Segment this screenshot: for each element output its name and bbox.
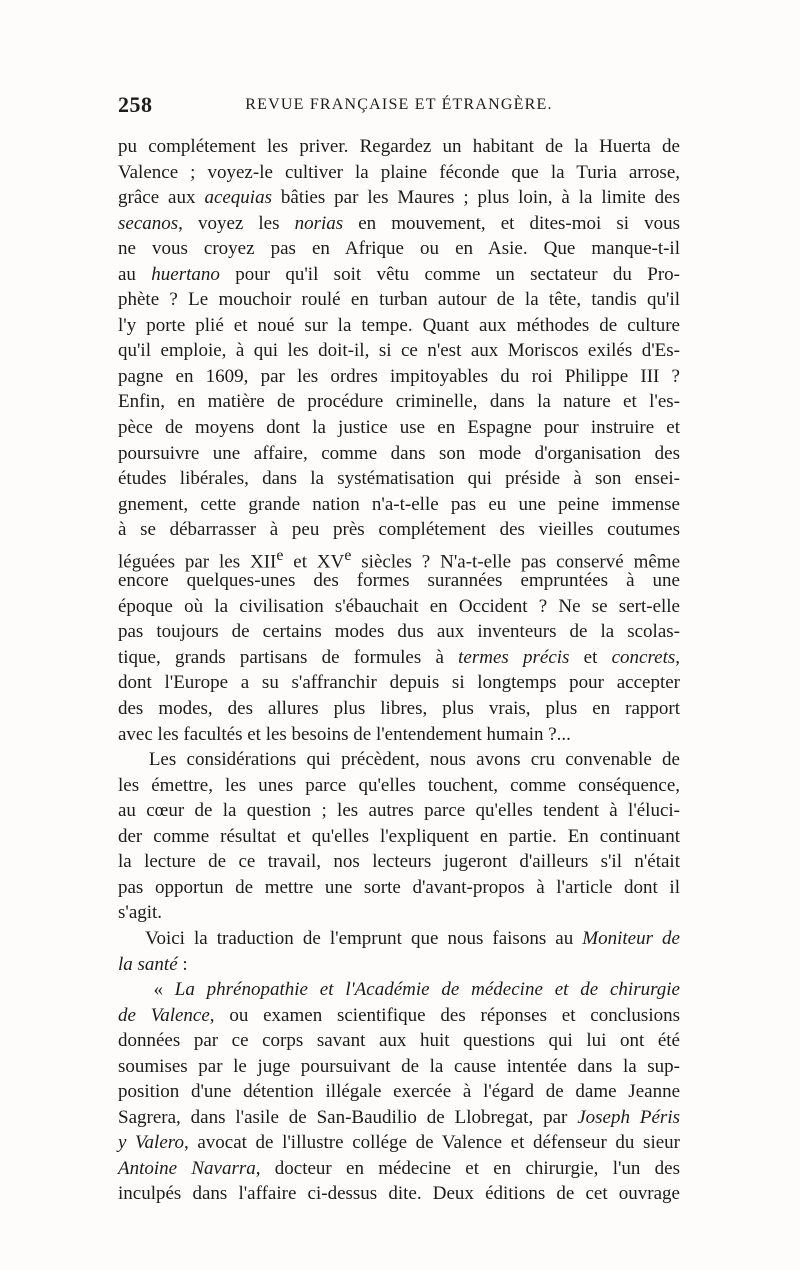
text-line: Sagrera, dans l'asile de San-Baudilio de Llobregat, par Joseph Péris — [118, 1106, 680, 1128]
text-line: Les considérations qui précèdent, nous avons cru convenable de — [118, 749, 680, 771]
text-line: la santé : — [118, 953, 188, 975]
text-line: dont l'Europe a su s'affranchir depuis si longtemps pour accepter — [118, 672, 680, 694]
text-line: Enfin, en matière de procédure criminelle, dans la nature et l'es- — [118, 391, 680, 413]
text-line: phète ? Le mouchoir roulé en turban autour de la tête, tandis qu'il — [118, 289, 680, 311]
text-line: s'agit. — [118, 902, 163, 924]
text-line: au huertano pour qu'il soit vêtu comme un sectateur du Pro- — [118, 263, 680, 285]
text-line: pas toujours de certains modes dus aux inventeurs de la scolas- — [118, 621, 680, 643]
text-line: Antoine Navarra, docteur en médecine et en chirurgie, l'un des — [118, 1157, 680, 1179]
text-line: léguées par les XIIe et XVe siècles ? N'a-t-elle pas conservé même — [118, 546, 681, 573]
text-line: de Valence, ou examen scientifique des réponses et conclusions — [118, 1004, 680, 1026]
text-line: der comme résultat et qu'elles l'expliquent en partie. En continuant — [118, 825, 680, 847]
text-line: l'y porte plié et noué sur la tempe. Quant aux méthodes de culture — [118, 314, 680, 336]
text-line: la lecture de ce travail, nos lecteurs jugeront d'ailleurs s'il n'était — [118, 851, 680, 873]
text-line: grâce aux acequias bâties par les Maures ; plus loin, à la limite des — [118, 187, 680, 209]
page-header — [118, 92, 680, 120]
text-line: pèce de moyens dont la justice use en Espagne pour instruire et — [118, 417, 680, 439]
text-line: données par ce corps savant aux huit questions qui lui ont été — [118, 1030, 680, 1052]
text-line: ne vous croyez pas en Afrique ou en Asie. Que manque-t-il — [118, 238, 680, 260]
text-line: secanos, voyez les norias en mouvement, et dites-moi si vous — [118, 212, 680, 234]
page-number: 258 — [118, 92, 153, 117]
text-line: poursuivre une affaire, comme dans son mode d'organisation des — [118, 442, 680, 464]
text-line: gnement, cette grande nation n'a-t-elle pas eu une peine immense — [118, 493, 680, 515]
text-line: pu complétement les priver. Regardez un habitant de la Huerta de — [118, 136, 680, 157]
text-line: tique, grands partisans de formules à termes précis et concrets, — [118, 646, 680, 668]
text-line: position d'une détention illégale exercée à l'égard de dame Jeanne — [118, 1081, 680, 1103]
text-line: qu'il emploie, à qui les doit-il, si ce n'est aux Moriscos exilés d'Es- — [118, 340, 680, 362]
text-line: y Valero, avocat de l'illustre collége de Valence et défenseur du sieur — [118, 1132, 680, 1154]
text-line: pagne en 1609, par les ordres impitoyables du roi Philippe III ? — [118, 365, 680, 387]
text-line: au cœur de la question ; les autres parce qu'elles tendent à l'éluci- — [118, 800, 680, 822]
text-line: époque où la civilisation s'ébauchait en Occident ? Ne se sert-elle — [118, 595, 680, 617]
text-line: Voici la traduction de l'emprunt que nous faisons au Moniteur de — [118, 927, 680, 949]
text-line: avec les facultés et les besoins de l'entendement humain ?... — [118, 723, 571, 745]
text-line: « La phrénopathie et l'Académie de médecine et de chirurgie — [118, 979, 680, 1001]
text-line: des modes, des allures plus libres, plus vrais, plus en rapport — [118, 698, 680, 720]
text-line: pas opportun de mettre une sorte d'avant-propos à l'article dont il — [118, 876, 680, 898]
text-line: encore quelques-unes des formes surannées empruntées à une — [118, 570, 680, 592]
text-line: les émettre, les unes parce qu'elles touchent, comme conséquence, — [118, 774, 680, 796]
text-line: à se débarrasser à peu près complétement des vieilles coutumes — [118, 519, 680, 541]
text-line: soumises par le juge poursuivant de la cause intentée dans la sup- — [118, 1055, 680, 1077]
body-text — [118, 134, 680, 1207]
text-line: inculpés dans l'affaire ci-dessus dite. Deux éditions de cet ouvrage — [118, 1183, 680, 1205]
text-line: Valence ; voyez-le cultiver la plaine féconde que la Turia arrose, — [118, 161, 680, 183]
text-line: études libérales, dans la systématisation qui préside à son ensei- — [118, 468, 680, 490]
running-title: REVUE FRANÇAISE ET ÉTRANGÈRE. — [245, 96, 553, 113]
